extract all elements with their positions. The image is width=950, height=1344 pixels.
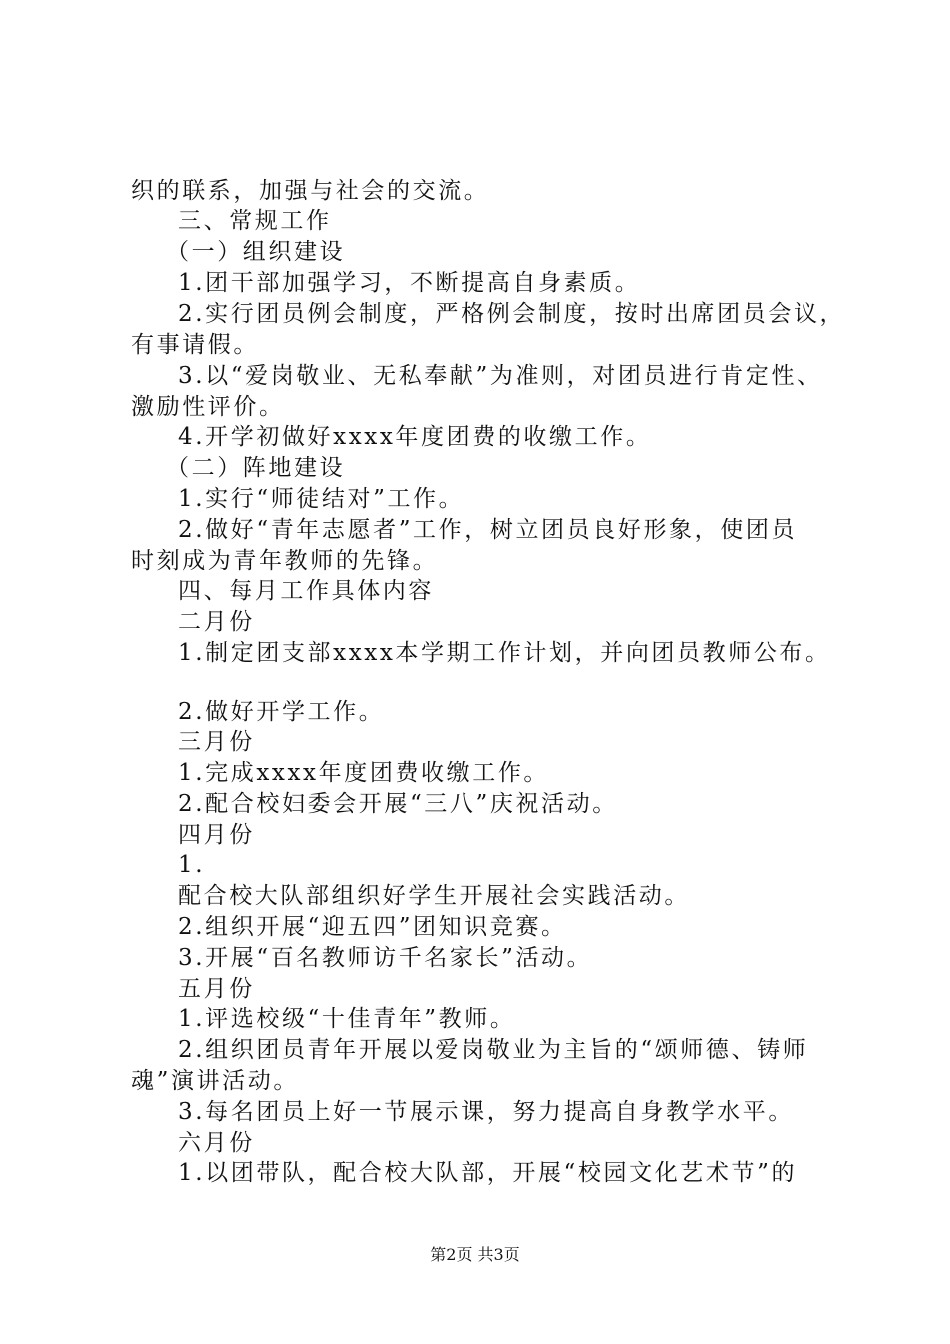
- text-line: 1.: [178, 852, 206, 878]
- subsection-heading: （二）阵地建设: [166, 455, 346, 481]
- text-line: 3.以“爱岗敬业、无私奉献”为准则，对团员进行肯定性、: [178, 363, 823, 389]
- text-line: 1.完成xxxx年度团费收缴工作。: [178, 760, 550, 786]
- text-line: 4.开学初做好xxxx年度团费的收缴工作。: [178, 424, 652, 450]
- text-line: 2.组织开展“迎五四”团知识竞赛。: [178, 914, 567, 940]
- section-heading: 四、每月工作具体内容: [178, 578, 434, 604]
- month-heading: 二月份: [178, 609, 255, 635]
- month-heading: 五月份: [178, 976, 255, 1002]
- text-line: 有事请假。: [131, 332, 259, 358]
- page-number: 第2页 共3页: [430, 1245, 520, 1264]
- month-heading: 六月份: [178, 1130, 255, 1156]
- text-line: 1.实行“师徒结对”工作。: [178, 486, 465, 512]
- text-line: 激励性评价。: [131, 394, 285, 420]
- text-line: 2.配合校妇委会开展“三八”庆祝活动。: [178, 791, 618, 817]
- text-line: 织的联系，加强与社会的交流。: [131, 178, 490, 204]
- text-line: 时刻成为青年教师的先锋。: [131, 548, 439, 574]
- month-heading: 四月份: [178, 822, 255, 848]
- text-line: 3.每名团员上好一节展示课，努力提高自身教学水平。: [178, 1099, 794, 1125]
- text-line: 2.做好“青年志愿者”工作，树立团员良好形象，使团员: [178, 517, 798, 543]
- text-line: 1.以团带队，配合校大队部，开展“校园文化艺术节”的: [178, 1160, 798, 1186]
- text-line: 配合校大队部组织好学生开展社会实践活动。: [178, 883, 690, 909]
- text-line: 1.评选校级“十佳青年”教师。: [178, 1006, 516, 1032]
- text-line: 2.实行团员例会制度，严格例会制度，按时出席团员会议，: [178, 301, 846, 327]
- text-line: 1.团干部加强学习，不断提高自身素质。: [178, 270, 641, 296]
- text-line: 2.组织团员青年开展以爱岗敬业为主旨的“颂师德、铸师: [178, 1037, 809, 1063]
- text-line: 3.开展“百名教师访千名家长”活动。: [178, 945, 593, 971]
- section-heading: 三、常规工作: [178, 208, 332, 234]
- text-line: 1.制定团支部xxxx本学期工作计划，并向团员教师公布。: [178, 640, 831, 666]
- subsection-heading: （一）组织建设: [166, 239, 346, 265]
- text-line: 魂”演讲活动。: [131, 1068, 299, 1094]
- text-line: 2.做好开学工作。: [178, 699, 385, 725]
- month-heading: 三月份: [178, 729, 255, 755]
